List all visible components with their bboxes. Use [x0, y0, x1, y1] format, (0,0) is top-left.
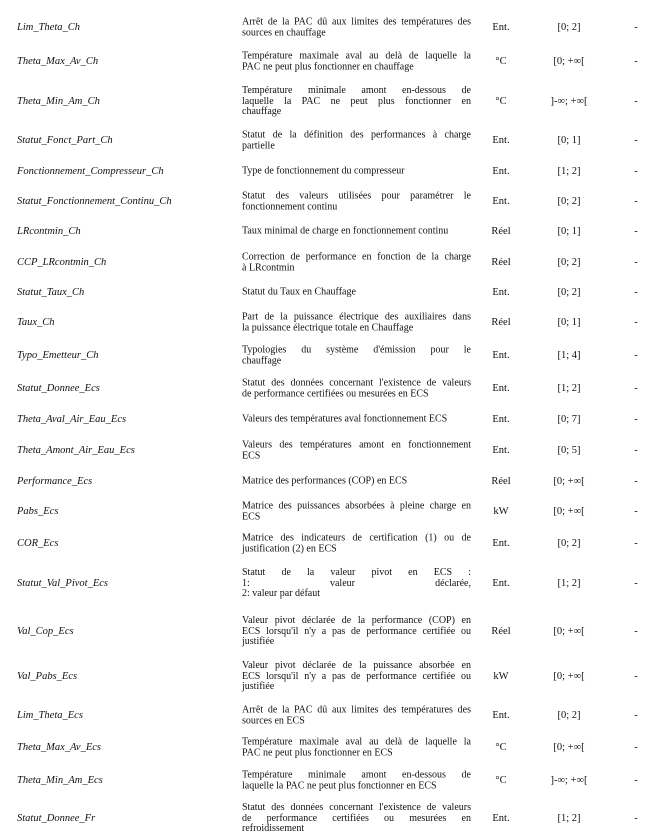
- parameter-default: -: [634, 226, 638, 237]
- table-row: [0, 306, 654, 340]
- parameter-unit: °C: [495, 775, 507, 786]
- parameter-name: CCP_LRcontmin_Ch: [17, 257, 107, 268]
- parameter-default: -: [634, 775, 638, 786]
- parameter-description: [242, 803, 471, 835]
- parameter-range: [0; 1]: [557, 135, 581, 146]
- parameter-unit: Ent.: [492, 196, 510, 207]
- description-line: Statut des données concernant l'existence de valeurs: [242, 802, 471, 814]
- parameter-unit: Ent.: [492, 383, 510, 394]
- table-row: [0, 46, 654, 78]
- parameter-range: [1; 2]: [557, 813, 581, 824]
- parameter-range: [0; 1]: [557, 226, 581, 237]
- table-row: [0, 798, 654, 840]
- parameter-range: [0; 2]: [557, 538, 581, 549]
- description-line: Statut du Taux en Chauffage: [242, 286, 356, 298]
- parameter-description: [242, 191, 471, 212]
- parameter-name: Performance_Ecs: [17, 476, 93, 487]
- parameter-description: [242, 533, 471, 554]
- parameter-unit: kW: [493, 671, 509, 682]
- description-line: Statut des valeurs utilisées pour paramétrer le: [242, 190, 471, 202]
- description-line: à LRcontmin: [242, 262, 295, 273]
- parameter-range: [0; +∞[: [553, 626, 585, 637]
- parameter-unit: Réel: [491, 257, 511, 268]
- table-row: [0, 468, 654, 496]
- parameter-name: Statut_Fonctionnement_Continu_Ch: [17, 196, 172, 207]
- description-line: laquelle la PAC ne peut plus fonctionner en ECS: [242, 780, 437, 791]
- parameter-range: [1; 2]: [557, 166, 581, 177]
- description-line: PAC ne peut plus fonctionner en chauffage: [242, 61, 414, 72]
- parameter-name: Typo_Emetteur_Ch: [17, 350, 99, 361]
- parameter-name: Theta_Max_Av_Ecs: [17, 742, 101, 753]
- parameter-default: -: [634, 538, 638, 549]
- table-row: [0, 246, 654, 280]
- description-line: refroidissement: [242, 823, 305, 835]
- parameter-description: [242, 705, 471, 726]
- parameter-default: -: [634, 166, 638, 177]
- parameter-unit: Ent.: [492, 445, 510, 456]
- parameter-unit: Ent.: [492, 710, 510, 721]
- description-line: ECS lorsqu'il n'y a pas de performance certifiée ou: [242, 625, 471, 637]
- parameter-description: [242, 130, 471, 151]
- parameter-description: [242, 568, 471, 600]
- parameter-default: -: [634, 710, 638, 721]
- table-row: [0, 372, 654, 406]
- parameter-name: COR_Ecs: [17, 538, 59, 549]
- parameter-unit: Ent.: [492, 287, 510, 298]
- parameter-description: [242, 17, 471, 38]
- description-line: 2: valeur par défaut: [242, 588, 321, 600]
- table-row: [0, 700, 654, 732]
- parameter-description: [242, 737, 471, 758]
- description-line: Valeurs des températures amont en fonctionnement: [242, 439, 471, 451]
- parameter-default: -: [634, 445, 638, 456]
- parameter-default: -: [634, 135, 638, 146]
- table-row: [0, 560, 654, 608]
- parameter-range: [0; +∞[: [553, 742, 585, 753]
- parameter-description: [242, 378, 471, 399]
- description-line: ECS lorsqu'il n'y a pas de performance certifiée ou: [242, 670, 471, 682]
- parameter-default: -: [634, 626, 638, 637]
- description-line: fonctionnement continu: [242, 201, 338, 212]
- table-row: [0, 280, 654, 306]
- description-line: laquelle la PAC ne peut plus fonctionner en: [242, 95, 471, 107]
- description-line: Température maximale aval au delà de laquelle la: [242, 50, 471, 62]
- parameter-default: -: [634, 56, 638, 67]
- table-row: [0, 406, 654, 434]
- parameter-default: -: [634, 317, 638, 328]
- description-line: Matrice des indicateurs de certification (1) ou de: [242, 532, 471, 544]
- parameter-range: [0; 2]: [557, 196, 581, 207]
- description-line: Statut de la valeur pivot en ECS :: [242, 567, 471, 579]
- parameter-range: [0; 7]: [557, 414, 581, 425]
- description-line: Matrice des performances (COP) en ECS: [242, 475, 408, 487]
- parameter-default: -: [634, 350, 638, 361]
- parameter-default: -: [634, 196, 638, 207]
- parameter-name: Fonctionnement_Compresseur_Ch: [17, 166, 164, 177]
- description-line: Arrêt de la PAC dû aux limites des températures des: [242, 16, 471, 28]
- table-row: [0, 158, 654, 186]
- parameter-unit: kW: [493, 506, 509, 517]
- parameter-description: [242, 288, 471, 299]
- parameter-range: [0; 1]: [557, 317, 581, 328]
- parameter-name: Val_Pabs_Ecs: [17, 671, 78, 682]
- parameter-default: -: [634, 742, 638, 753]
- table-row: [0, 80, 654, 124]
- description-line: Arrêt de la PAC dû aux limites des températures des: [242, 704, 471, 716]
- parameter-description: [242, 770, 471, 791]
- parameter-description: [242, 227, 471, 238]
- parameter-name: Statut_Donnee_Ecs: [17, 383, 100, 394]
- parameter-unit: Ent.: [492, 538, 510, 549]
- description-line: Type de fonctionnement du compresseur: [242, 165, 405, 177]
- description-line: Valeurs des températures aval fonctionnement ECS: [242, 413, 448, 425]
- parameter-name: Pabs_Ecs: [17, 506, 59, 517]
- description-line: Typologies du système d'émission pour le: [242, 344, 471, 356]
- parameter-range: ]-∞; +∞[: [550, 96, 588, 107]
- parameter-range: [0; 2]: [557, 287, 581, 298]
- description-line: chauffage: [242, 106, 282, 118]
- parameter-range: [0; +∞[: [553, 506, 585, 517]
- description-line: de performance certifiées ou mesurées en ECS: [242, 388, 429, 399]
- parameter-default: -: [634, 813, 638, 824]
- parameter-name: Statut_Val_Pivot_Ecs: [17, 578, 108, 589]
- table-row: [0, 434, 654, 468]
- description-line: Statut de la définition des performances à charge: [242, 129, 471, 141]
- description-line: chauffage: [242, 355, 282, 366]
- description-line: partielle: [242, 140, 275, 151]
- table-row: [0, 218, 654, 246]
- parameter-range: [0; 2]: [557, 22, 581, 33]
- parameter-default: -: [634, 257, 638, 268]
- parameter-unit: Ent.: [492, 135, 510, 146]
- description-line: de performance certifiées ou mesurées en: [242, 812, 471, 824]
- parameter-name: Theta_Min_Am_Ch: [17, 96, 100, 107]
- parameter-default: -: [634, 383, 638, 394]
- parameter-description: [242, 661, 471, 693]
- description-line: Matrice des puissances absorbées à pleine charge en: [242, 500, 471, 512]
- parameter-range: [0; +∞[: [553, 56, 585, 67]
- parameter-default: -: [634, 414, 638, 425]
- parameter-name: Statut_Donnee_Fr: [17, 813, 96, 824]
- parameter-default: -: [634, 22, 638, 33]
- parameter-unit: Ent.: [492, 414, 510, 425]
- parameter-range: ]-∞; +∞[: [550, 775, 588, 786]
- description-line: Statut des données concernant l'existence de valeurs: [242, 377, 471, 389]
- table-row: [0, 186, 654, 218]
- parameter-name: Val_Cop_Ecs: [17, 626, 74, 637]
- parameter-range: [1; 2]: [557, 383, 581, 394]
- table-row: [0, 654, 654, 700]
- description-line: PAC ne peut plus fonctionner en ECS: [242, 747, 393, 758]
- parameter-name: Theta_Aval_Air_Eau_Ecs: [17, 414, 127, 425]
- parameter-description: [242, 312, 471, 333]
- parameter-range: [0; 5]: [557, 445, 581, 456]
- table-row: [0, 496, 654, 528]
- description-line: ECS: [242, 450, 261, 461]
- parameter-range: [1; 2]: [557, 578, 581, 589]
- parameter-description: [242, 252, 471, 273]
- parameter-unit: Réel: [491, 626, 511, 637]
- description-line: Part de la puissance électrique des auxiliaires dans: [242, 311, 471, 323]
- parameter-range: [0; +∞[: [553, 476, 585, 487]
- parameter-name: Lim_Theta_Ch: [17, 22, 81, 33]
- description-line: justification (2) en ECS: [242, 543, 337, 554]
- table-row: [0, 124, 654, 158]
- parameter-name: Taux_Ch: [17, 317, 55, 328]
- parameter-range: [0; +∞[: [553, 671, 585, 682]
- parameter-range: [1; 4]: [557, 350, 581, 361]
- parameter-range: [0; 2]: [557, 710, 581, 721]
- description-line: Valeur pivot déclarée de la puissance absorbée en: [242, 660, 471, 672]
- parameter-default: -: [634, 476, 638, 487]
- parameter-name: Lim_Theta_Ecs: [17, 710, 83, 721]
- parameter-unit: Réel: [491, 476, 511, 487]
- parameter-name: Theta_Max_Av_Ch: [17, 56, 99, 67]
- parameter-default: -: [634, 506, 638, 517]
- table-row: [0, 10, 654, 46]
- parameter-unit: °C: [495, 96, 507, 107]
- description-line: Température maximale aval au delà de laquelle la: [242, 736, 471, 748]
- description-line: Taux minimal de charge en fonctionnement continu: [242, 225, 449, 237]
- parameter-name: LRcontmin_Ch: [17, 226, 81, 237]
- parameter-unit: Ent.: [492, 578, 510, 589]
- description-line: Température minimale amont en-dessous de: [242, 85, 471, 97]
- parameter-description: [242, 616, 471, 648]
- parameter-unit: Ent.: [492, 22, 510, 33]
- description-line: Correction de performance en fonction de la charge: [242, 251, 471, 263]
- parameter-description: [242, 345, 471, 366]
- description-line: justifiée: [242, 681, 275, 693]
- table-row: [0, 732, 654, 764]
- parameter-unit: Ent.: [492, 166, 510, 177]
- table-row: [0, 340, 654, 372]
- parameter-unit: Ent.: [492, 813, 510, 824]
- table-row: [0, 528, 654, 560]
- parameter-description: [242, 477, 471, 488]
- parameter-default: -: [634, 96, 638, 107]
- description-line: 1: valeur déclarée,: [242, 577, 471, 589]
- table-row: [0, 764, 654, 798]
- parameter-unit: Réel: [491, 317, 511, 328]
- description-line: la puissance électrique totale en Chauffage: [242, 322, 414, 333]
- parameter-description: [242, 167, 471, 178]
- parameter-range: [0; 2]: [557, 257, 581, 268]
- parameter-name: Theta_Amont_Air_Eau_Ecs: [17, 445, 135, 456]
- parameter-name: Theta_Min_Am_Ecs: [17, 775, 103, 786]
- table-row: [0, 608, 654, 656]
- parameter-unit: °C: [495, 56, 507, 67]
- parameter-name: Statut_Fonct_Part_Ch: [17, 135, 113, 146]
- parameter-description: [242, 86, 471, 118]
- description-line: ECS: [242, 511, 261, 522]
- description-line: sources en chauffage: [242, 27, 326, 38]
- parameter-name: Statut_Taux_Ch: [17, 287, 85, 298]
- parameter-description: [242, 440, 471, 461]
- parameter-unit: °C: [495, 742, 507, 753]
- parameter-description: [242, 501, 471, 522]
- parameter-description: [242, 415, 471, 426]
- parameter-default: -: [634, 287, 638, 298]
- description-line: Valeur pivot déclarée de la performance (COP) en: [242, 615, 471, 627]
- description-line: justifiée: [242, 636, 275, 648]
- parameter-unit: Réel: [491, 226, 511, 237]
- description-line: sources en ECS: [242, 715, 305, 726]
- parameter-description: [242, 51, 471, 72]
- parameter-unit: Ent.: [492, 350, 510, 361]
- description-line: Température minimale amont en-dessous de: [242, 769, 471, 781]
- parameter-default: -: [634, 578, 638, 589]
- parameter-default: -: [634, 671, 638, 682]
